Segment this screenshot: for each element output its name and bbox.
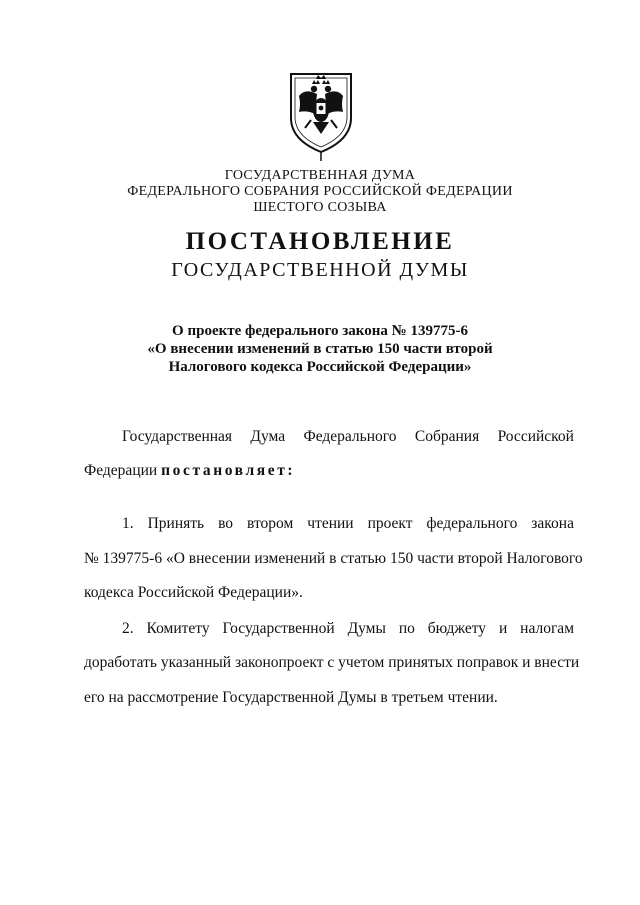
item-2-word: бюджету (427, 620, 487, 637)
preamble-word: Дума (250, 428, 286, 445)
item-2-word: по (398, 620, 415, 637)
item-2-line-1 (122, 620, 574, 638)
item-1-word: закона (531, 515, 574, 532)
item-1-word: чтении (307, 515, 354, 532)
preamble-word: Государственная (122, 428, 233, 445)
subject-line-3: Налогового кодекса Российской Федерации» (168, 359, 472, 375)
item-1-line-2: № 139775-6 «О внесении изменений в статью 150 части второй Налогового (84, 550, 583, 567)
item-1-word: федерального (426, 515, 518, 532)
item-2-word: налогам (520, 620, 574, 637)
preamble-subject: Федерации (84, 462, 158, 479)
coat-of-arms-emblem (285, 70, 357, 162)
item-2-line-3: его на рассмотрение Государственной Думы в третьем чтении. (84, 689, 498, 706)
item-1-word: Принять (147, 515, 205, 532)
preamble-line-1 (122, 428, 574, 446)
chamber-name-line: ГОСУДАРСТВЕННАЯ ДУМА (224, 168, 416, 183)
item-1-word: 1. (122, 515, 134, 532)
subject-line-1: О проекте федерального закона № 139775-6 (172, 323, 468, 339)
preamble-line-2 (84, 462, 574, 480)
item-1-word: во (218, 515, 234, 532)
item-1-line-3: кодекса Российской Федерации». (84, 584, 303, 601)
item-1-word: втором (247, 515, 294, 532)
item-2-word: Думы (347, 620, 386, 637)
preamble-word: Собрания (414, 428, 480, 445)
preamble-word: Российской (497, 428, 574, 445)
preamble-word: Федерального (303, 428, 397, 445)
assembly-name-line: ФЕДЕРАЛЬНОГО СОБРАНИЯ РОССИЙСКОЙ ФЕДЕРАЦИИ (127, 184, 513, 199)
item-2-word: и (498, 620, 508, 637)
document-type-title: ПОСТАНОВЛЕНИЕ (185, 228, 455, 255)
item-1-line-1 (122, 515, 574, 533)
subject-line-2: «О внесении изменений в статью 150 части второй (147, 341, 493, 357)
preamble-verb: постановляет: (161, 462, 296, 479)
item-2-word: Комитету (146, 620, 210, 637)
item-1-word: проект (367, 515, 413, 532)
convocation-line: ШЕСТОГО СОЗЫВА (253, 200, 387, 215)
item-2-word: 2. (122, 620, 134, 637)
item-2-line-2: доработать указанный законопроект с учетом принятых поправок и внести (84, 654, 580, 671)
item-2-word: Государственной (222, 620, 335, 637)
document-issuer-title: ГОСУДАРСТВЕННОЙ ДУМЫ (171, 259, 469, 281)
